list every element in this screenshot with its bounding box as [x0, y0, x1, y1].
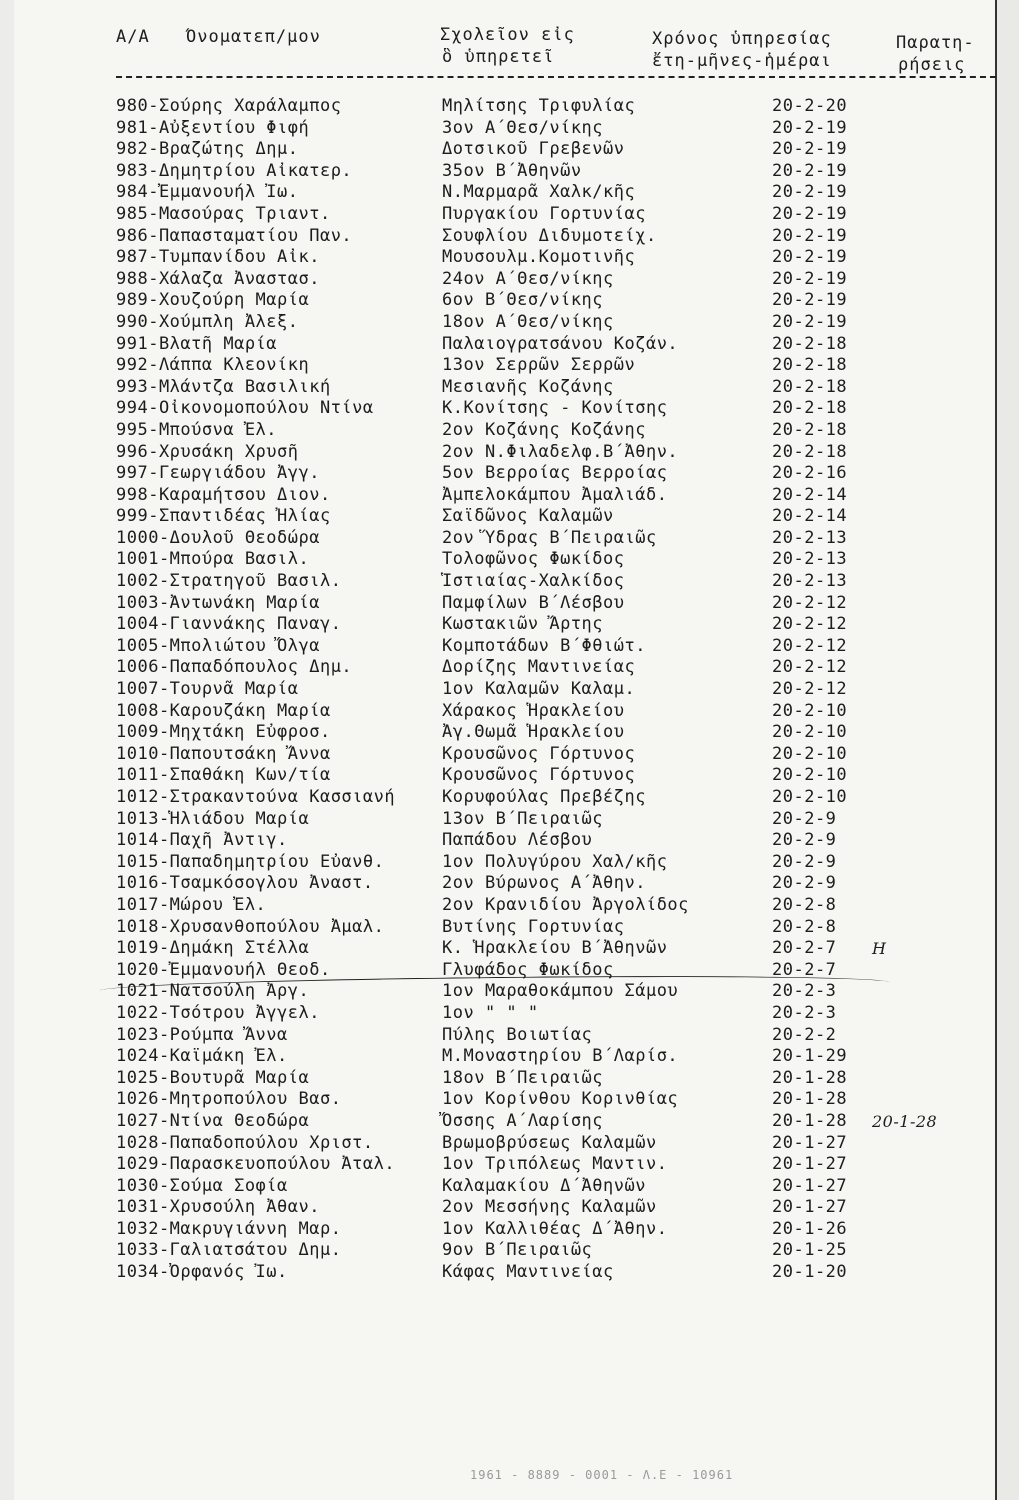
- entry-name: 1004-Γιαννάκης Παναγ.: [116, 614, 342, 635]
- entry-service-time: 20-2-13: [772, 527, 848, 548]
- entry-name: 1020-Ἐμμανουήλ Θεοδ.: [116, 959, 331, 980]
- entry-name: 1018-Χρυσανθοπούλου Ἀμαλ.: [116, 916, 385, 937]
- entry-service-time: 20-2-8: [772, 894, 837, 915]
- entry-name: 1029-Παρασκευοπούλου Ἀταλ.: [116, 1154, 396, 1175]
- entry-name: 1016-Τσαμκόσογλου Ἀναστ.: [116, 873, 374, 894]
- entry-service-time: 20-1-28: [772, 1067, 848, 1088]
- table-row: [116, 679, 996, 701]
- table-row: [116, 182, 996, 204]
- table-row: [116, 809, 996, 831]
- entry-service-time: 20-1-27: [772, 1197, 848, 1218]
- entry-school: Κ.Κονίτσης - Κονίτσης: [442, 398, 668, 419]
- entry-name: 1003-Ἀντωνάκη Μαρία: [116, 592, 320, 613]
- entry-school: Πυργακίου Γορτυνίας: [442, 203, 646, 224]
- entry-service-time: 20-2-12: [772, 679, 848, 700]
- entry-service-time: 20-2-13: [772, 571, 848, 592]
- entry-service-time: 20-2-10: [772, 787, 848, 807]
- entry-name: 1007-Τουρνᾶ Μαρία: [116, 679, 299, 700]
- table-row: [116, 1046, 996, 1068]
- entry-service-time: 20-2-19: [772, 247, 848, 268]
- entry-name: 984-Ἐμμανουήλ Ἰω.: [116, 182, 299, 203]
- entry-service-time: 20-2-10: [772, 765, 848, 786]
- entry-service-time: 20-2-18: [772, 398, 848, 419]
- entry-service-time: 20-2-18: [772, 419, 848, 440]
- table-row: [116, 1240, 996, 1262]
- header-school-line1: Σχολεῖον εἰς: [440, 25, 575, 45]
- entry-name: 1009-Μηχτάκη Εὐφροσ.: [116, 722, 331, 743]
- entry-service-time: 20-1-28: [772, 1110, 848, 1131]
- entry-school: 24ον Α΄Θεσ/νίκης: [442, 268, 614, 289]
- entry-name: 1031-Χρυσούλη Ἀθαν.: [116, 1197, 320, 1218]
- table-row: [116, 830, 996, 852]
- table-row: [116, 873, 996, 895]
- entry-service-time: 20-2-9: [772, 808, 837, 829]
- table-row: [116, 722, 996, 744]
- entry-school: Κομποτάδων Β΄Φθιώτ.: [442, 635, 646, 656]
- entry-school: 1ον Πολυγύρου Χαλ/κῆς: [442, 851, 668, 872]
- entry-name: 1006-Παπαδόπουλος Δημ.: [116, 657, 353, 678]
- entry-name: 1021-Νατσούλη Ἀργ.: [116, 981, 310, 1002]
- entry-school: Ἀγ.Θωμᾶ Ἡρακλείου: [442, 722, 625, 743]
- entry-name: 1022-Τσότρου Ἀγγελ.: [116, 1002, 320, 1023]
- table-row: [116, 420, 996, 442]
- table-row: [116, 506, 996, 528]
- table-row: [116, 269, 996, 291]
- header-service-line2: ἔτη-μῆνες-ἡμέραι: [652, 51, 832, 71]
- header-remarks-line1: Παρατη-: [896, 33, 975, 53]
- entry-service-time: 20-2-14: [772, 484, 848, 505]
- entry-service-time: 20-2-10: [772, 700, 848, 721]
- table-row: [116, 571, 996, 593]
- table-row: [116, 463, 996, 485]
- entry-school: Κ. Ἡρακλείου Β΄Ἀθηνῶν: [442, 938, 668, 959]
- header-service-line1: Χρόνος ὑπηρεσίας: [652, 29, 832, 49]
- entry-name: 1027-Ντίνα Θεοδώρα: [116, 1110, 310, 1131]
- entry-service-time: 20-2-18: [772, 355, 848, 376]
- entry-service-time: 20-2-19: [772, 182, 848, 203]
- entry-school: Μηλίτσης Τριφυλίας: [442, 96, 636, 116]
- entry-name: 1013-Ἡλιάδου Μαρία: [116, 808, 310, 829]
- entry-service-time: 20-2-18: [772, 441, 848, 462]
- entry-service-time: 20-2-9: [772, 851, 837, 872]
- entry-name: 1010-Παπουτσάκη Ἄννα: [116, 743, 331, 764]
- entry-name: 1017-Μώρου Ἐλ.: [116, 894, 267, 915]
- page-right-edge: [995, 0, 1019, 1500]
- table-row: [116, 442, 996, 464]
- entry-school: Μουσουλμ.Κομοτινῆς: [442, 247, 636, 268]
- entry-service-time: 20-2-13: [772, 549, 848, 570]
- table-row: [116, 852, 996, 874]
- entry-service-time: 20-2-19: [772, 160, 848, 181]
- entry-service-time: 20-2-14: [772, 506, 848, 527]
- entry-name: 993-Μλάντζα Βασιλική: [116, 376, 331, 397]
- entry-service-time: 20-2-19: [772, 311, 848, 332]
- entry-school: Σουφλίου Διδυμοτείχ.: [442, 225, 657, 246]
- entry-school: 18ον Α΄Θεσ/νίκης: [442, 311, 614, 332]
- entry-school: 2ον Ὕδρας Β΄Πειραιῶς: [442, 527, 657, 548]
- entry-service-time: 20-2-19: [772, 139, 848, 160]
- entry-school: Κρουσῶνος Γόρτυνος: [442, 765, 636, 786]
- record-list: [116, 96, 996, 1284]
- entry-service-time: 20-1-28: [772, 1089, 848, 1110]
- entry-name: 987-Τυμπανίδου Αἰκ.: [116, 247, 320, 268]
- entry-service-time: 20-2-9: [772, 873, 837, 894]
- entry-school: Βυτίνης Γορτυνίας: [442, 916, 625, 937]
- entry-name: 1012-Στρακαντούνα Κασσιανή: [116, 787, 396, 807]
- entry-name: 1025-Βουτυρᾶ Μαρία: [116, 1067, 310, 1088]
- entry-name: 981-Αὐξεντίου Φιφή: [116, 117, 310, 138]
- entry-service-time: 20-1-27: [772, 1132, 848, 1153]
- header-name: Όνοματεπ/μον: [186, 27, 321, 47]
- entry-name: 1019-Δημάκη Στέλλα: [116, 938, 310, 959]
- entry-school: 35ον Β΄Ἀθηνῶν: [442, 160, 582, 181]
- table-row: [116, 377, 996, 399]
- entry-service-time: 20-2-10: [772, 722, 848, 743]
- entry-name: 998-Καραμήτσου Διον.: [116, 484, 331, 505]
- entry-name: 1026-Μητροπούλου Βασ.: [116, 1089, 342, 1110]
- table-row: [116, 1197, 996, 1219]
- table-row: [116, 787, 996, 809]
- entry-school: Ὄσσης Α΄Λαρίσης: [442, 1110, 604, 1131]
- table-row: [116, 701, 996, 723]
- table-row: [116, 290, 996, 312]
- header-aa: Α/Α: [116, 27, 150, 47]
- entry-school: 3ον Α΄Θεσ/νίκης: [442, 117, 604, 138]
- entry-school: Μεσιανῆς Κοζάνης: [442, 376, 614, 397]
- entry-service-time: 20-2-9: [772, 830, 837, 851]
- entry-service-time: 20-2-19: [772, 203, 848, 224]
- table-row: [116, 247, 996, 269]
- entry-service-time: 20-2-19: [772, 290, 848, 311]
- entry-name: 990-Χούμπλη Ἀλεξ.: [116, 311, 299, 332]
- table-row: [116, 1219, 996, 1241]
- entry-remark: Η: [872, 939, 887, 959]
- table-row: [116, 204, 996, 226]
- entry-name: 1028-Παπαδοπούλου Χριστ.: [116, 1132, 374, 1153]
- table-row: [116, 139, 996, 161]
- entry-name: 1024-Καϊμάκη Ἐλ.: [116, 1046, 288, 1067]
- table-row: [116, 614, 996, 636]
- header-school-line2: ὃ ὑπηρετεῖ: [442, 47, 555, 67]
- table-row: [116, 1089, 996, 1111]
- table-row: [116, 549, 996, 571]
- entry-school: Δοτσικοῦ Γρεβενῶν: [442, 139, 625, 160]
- table-row: [116, 657, 996, 679]
- entry-school: Βρωμοβρύσεως Καλαμῶν: [442, 1132, 657, 1153]
- table-row: [116, 485, 996, 507]
- entry-name: 980-Σούρης Χαράλαμπος: [116, 96, 342, 116]
- table-row: [116, 528, 996, 550]
- entry-school: 13ον Β΄Πειραιῶς: [442, 808, 604, 829]
- table-row: [116, 1154, 996, 1176]
- entry-name: 1008-Καρουζάκη Μαρία: [116, 700, 331, 721]
- entry-service-time: 20-2-19: [772, 268, 848, 289]
- entry-school: 2ον Μεσσήνης Καλαμῶν: [442, 1197, 657, 1218]
- entry-name: 983-Δημητρίου Αἰκατερ.: [116, 160, 353, 181]
- entry-school: Ἀμπελοκάμπου Ἀμαλιάδ.: [442, 484, 668, 505]
- entry-name: 994-Οἰκονομοπούλου Ντίνα: [116, 398, 374, 419]
- entry-service-time: 20-1-26: [772, 1218, 848, 1239]
- entry-school: Δορίζης Μαντινείας: [442, 657, 636, 678]
- entry-school: Ν.Μαρμαρᾶ Χαλκ/κῆς: [442, 182, 636, 203]
- table-row: [116, 118, 996, 140]
- entry-school: Χάρακος Ἡρακλείου: [442, 700, 625, 721]
- entry-service-time: 20-2-12: [772, 657, 848, 678]
- entry-school: 9ον Β΄Πειραιῶς: [442, 1240, 593, 1261]
- table-row: [116, 226, 996, 248]
- entry-school: 18ον Β΄Πειραιῶς: [442, 1067, 604, 1088]
- entry-school: Κρουσῶνος Γόρτυνος: [442, 743, 636, 764]
- entry-service-time: 20-1-27: [772, 1175, 848, 1196]
- entry-name: 1011-Σπαθάκη Κων/τία: [116, 765, 331, 786]
- entry-name: 997-Γεωργιάδου Ἀγγ.: [116, 463, 320, 484]
- entry-name: 992-Λάππα Κλεονίκη: [116, 355, 310, 376]
- entry-service-time: 20-1-25: [772, 1240, 848, 1261]
- entry-school: Κωστακιῶν Ἄρτης: [442, 614, 604, 635]
- table-row: [116, 312, 996, 334]
- entry-school: Σαϊδῶνος Καλαμῶν: [442, 506, 614, 527]
- table-row: [116, 355, 996, 377]
- entry-service-time: 20-2-2: [772, 1024, 837, 1045]
- entry-service-time: 20-2-7: [772, 959, 837, 980]
- entry-name: 1000-Δουλοῦ Θεοδώρα: [116, 527, 320, 548]
- entry-service-time: 20-2-12: [772, 592, 848, 613]
- entry-school: Τολοφῶνος Φωκίδος: [442, 549, 625, 570]
- entry-name: 1030-Σούμα Σοφία: [116, 1175, 288, 1196]
- entry-school: Ἱστιαίας-Χαλκίδος: [442, 571, 625, 592]
- header-remarks-line2: ρήσεις: [898, 55, 966, 75]
- entry-school: 2ον Κοζάνης Κοζάνης: [442, 419, 646, 440]
- entry-school: 1ον Καλλιθέας Δ΄Ἀθην.: [442, 1218, 668, 1239]
- entry-school: Παμφίλων Β΄Λέσβου: [442, 592, 625, 613]
- entry-name: 1034-Ὀρφανός Ἰω.: [116, 1262, 288, 1283]
- entry-service-time: 20-2-8: [772, 916, 837, 937]
- entry-service-time: 20-2-3: [772, 1002, 837, 1023]
- entry-name: 1015-Παπαδημητρίου Εὐανθ.: [116, 851, 385, 872]
- entry-name: 985-Μασούρας Τριαντ.: [116, 203, 331, 224]
- table-row: [116, 161, 996, 183]
- entry-name: 989-Χουζούρη Μαρία: [116, 290, 310, 311]
- table-row: [116, 593, 996, 615]
- entry-service-time: 20-2-3: [772, 981, 837, 1002]
- entry-school: Παπάδου Λέσβου: [442, 830, 593, 851]
- table-row: [116, 636, 996, 658]
- entry-service-time: 20-2-16: [772, 463, 848, 484]
- entry-school: 1ον Τριπόλεως Μαντιν.: [442, 1154, 668, 1175]
- entry-name: 991-Βλατῆ Μαρία: [116, 333, 278, 354]
- entry-service-time: 20-2-7: [772, 938, 837, 959]
- entry-school: Μ.Μοναστηρίου Β΄Λαρίσ.: [442, 1046, 679, 1067]
- entry-service-time: 20-2-18: [772, 333, 848, 354]
- entry-school: 1ον Καλαμῶν Καλαμ.: [442, 679, 636, 700]
- entry-name: 1033-Γαλιατσάτου Δημ.: [116, 1240, 342, 1261]
- table-row: [116, 1025, 996, 1047]
- entry-service-time: 20-2-19: [772, 117, 848, 138]
- entry-school: 2ον Βύρωνος Α΄Ἀθην.: [442, 873, 646, 894]
- table-row: [116, 398, 996, 420]
- table-row: [116, 765, 996, 787]
- entry-name: 988-Χάλαζα Ἀναστασ.: [116, 268, 320, 289]
- table-row: [116, 1133, 996, 1155]
- entry-school: 1ον Μαραθοκάμπου Σάμου: [442, 981, 679, 1002]
- table-row: [116, 1003, 996, 1025]
- entry-school: Παλαιογρατσάνου Κοζάν.: [442, 333, 679, 354]
- entry-service-time: 20-2-12: [772, 614, 848, 635]
- entry-school: 5ον Βερροίας Βερροίας: [442, 463, 668, 484]
- entry-school: Κορυφούλας Πρεβέζης: [442, 787, 646, 807]
- entry-name: 1005-Μπολιώτου Ὄλγα: [116, 635, 320, 656]
- table-row: [116, 938, 996, 960]
- entry-name: 1032-Μακρυγιάννη Μαρ.: [116, 1218, 342, 1239]
- header-divider: [116, 76, 996, 78]
- page-left-edge: [0, 0, 14, 1500]
- entry-name: 1014-Παχῆ Ἀντιγ.: [116, 830, 288, 851]
- entry-name: 999-Σπαντιδέας Ἠλίας: [116, 506, 331, 527]
- entry-name: 1002-Στρατηγοῦ Βασιλ.: [116, 571, 342, 592]
- entry-school: 2ον Κρανιδίου Ἀργολίδος: [442, 894, 689, 915]
- entry-school: 1ον Κορίνθου Κορινθίας: [442, 1089, 679, 1110]
- table-row: [116, 1111, 996, 1133]
- table-row: [116, 744, 996, 766]
- entry-school: Πύλης Βοιωτίας: [442, 1024, 593, 1045]
- entry-name: 1001-Μπούρα Βασιλ.: [116, 549, 310, 570]
- entry-service-time: 20-2-20: [772, 96, 848, 116]
- entry-name: 996-Χρυσάκη Χρυσῆ: [116, 441, 299, 462]
- table-row: [116, 96, 996, 118]
- table-row: [116, 895, 996, 917]
- entry-school: 13ον Σερρῶν Σερρῶν: [442, 355, 636, 376]
- entry-name: 1023-Ρούμπα Ἄννα: [116, 1024, 288, 1045]
- entry-school: Καλαμακίου Δ΄Ἀθηνῶν: [442, 1175, 646, 1196]
- entry-name: 986-Παπασταματίου Παν.: [116, 225, 353, 246]
- table-row: [116, 1176, 996, 1198]
- entry-service-time: 20-1-29: [772, 1046, 848, 1067]
- entry-school: Κάφας Μαντινείας: [442, 1262, 614, 1283]
- entry-service-time: 20-2-19: [772, 225, 848, 246]
- entry-service-time: 20-2-10: [772, 743, 848, 764]
- footer-stamp: 1961 - 8889 - 0001 - Λ.Ε - 10961: [470, 1468, 734, 1482]
- entry-service-time: 20-1-27: [772, 1154, 848, 1175]
- entry-school: 6ον Β΄Θεσ/νίκης: [442, 290, 604, 311]
- entry-service-time: 20-1-20: [772, 1262, 848, 1283]
- entry-remark: 20-1-28: [872, 1111, 938, 1131]
- entry-school: 1ον " " ": [442, 1002, 539, 1023]
- entry-school: Γλυφάδος Φωκίδος: [442, 959, 614, 980]
- table-row: [116, 1262, 996, 1284]
- entry-service-time: 20-2-12: [772, 635, 848, 656]
- table-row: [116, 334, 996, 356]
- entry-name: 982-Βραζώτης Δημ.: [116, 139, 299, 160]
- table-row: [116, 1068, 996, 1090]
- table-row: [116, 917, 996, 939]
- entry-school: 2ον Ν.Φιλαδελφ.Β΄Ἀθην.: [442, 441, 679, 462]
- entry-service-time: 20-2-18: [772, 376, 848, 397]
- entry-name: 995-Μπούσνα Ἐλ.: [116, 419, 278, 440]
